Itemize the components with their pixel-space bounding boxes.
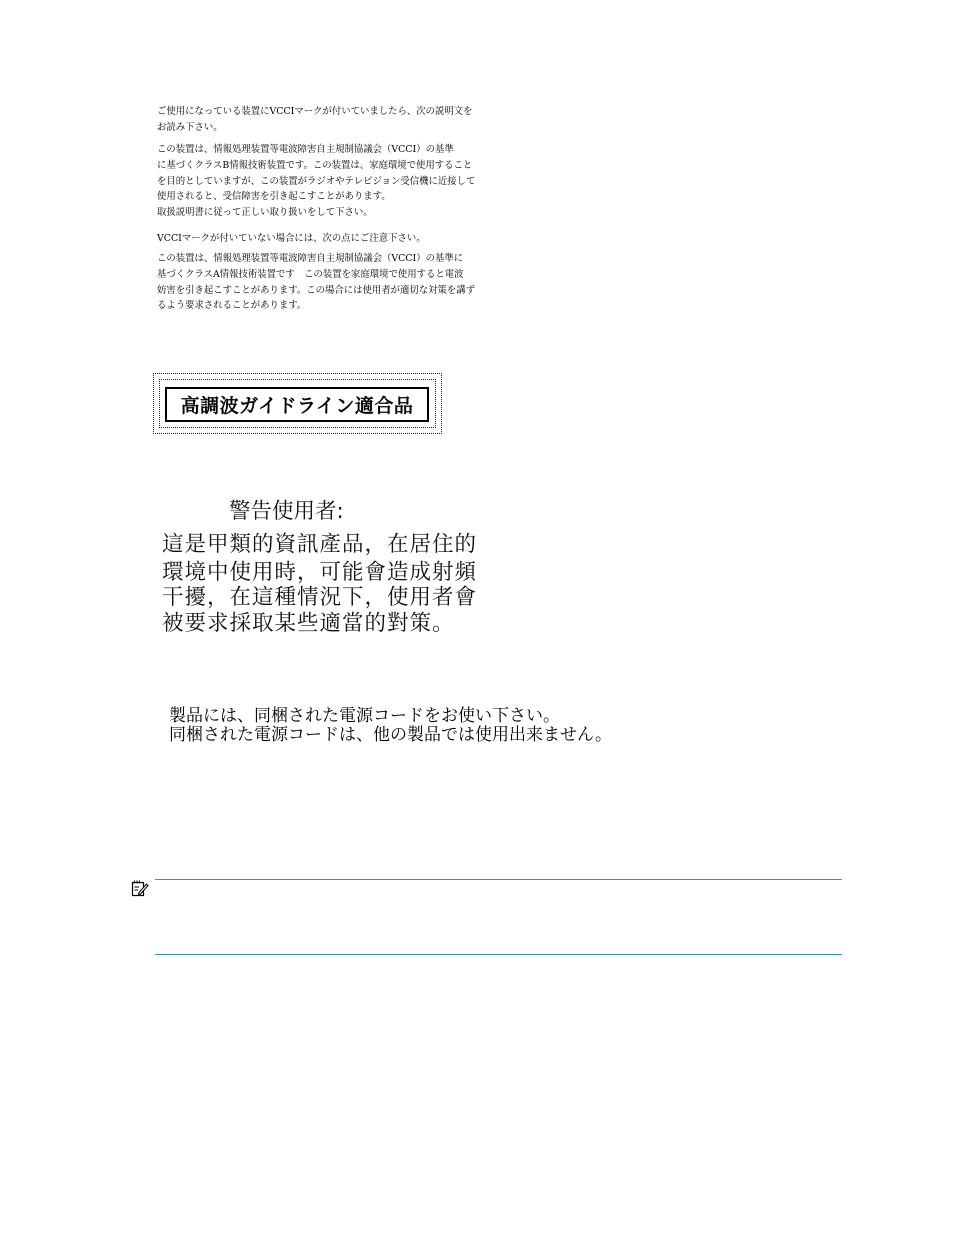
- text-line: 妨害を引き起こすことがあります。この場合には使用者が適切な対策を講ず: [157, 284, 476, 296]
- text-line: この装置は、情報処理装置等電波障害自主規制協議会（VCCI）の基準に: [157, 253, 464, 264]
- text-line: を目的としていますが、この装置がラジオやテレビジョン受信機に近接して: [157, 175, 476, 187]
- bsmi-warning-line: 環境中使用時，可能會造成射頻: [162, 560, 478, 585]
- text-line: VCCIマークが付いていない場合には、次の点にご注意下さい。: [157, 233, 426, 244]
- note-bottom-rule: [155, 954, 842, 955]
- vcci-class-a-intro: [157, 231, 426, 247]
- text-line: るよう要求されることがあります。: [157, 300, 307, 312]
- note-pencil-icon: [131, 879, 149, 897]
- vcci-class-a-body: [157, 251, 475, 314]
- bsmi-warning-line: 這是甲類的資訊產品，在居住的: [162, 532, 478, 557]
- text-line: ご使用になっている装置にVCCIマークが付いていましたら、次の説明文を: [157, 106, 473, 117]
- text-line: お読み下さい。: [157, 121, 223, 133]
- harmonics-guideline-label: 高調波ガイドライン適合品: [165, 387, 429, 422]
- power-cord-notice-line: 同梱された電源コードは、他の製品では使用出来ません。: [169, 725, 613, 745]
- power-cord-notice-line: 製品には、同梱された電源コードをお使い下さい。: [169, 706, 560, 726]
- bsmi-warning-line: 干擾，在這種情況下，使用者會: [162, 585, 478, 610]
- text-line: 取扱説明書に従って正しい取り扱いをして下さい。: [157, 207, 373, 219]
- text-line: に基づくクラスB情報技術装置です。この装置は、家庭環境で使用すること: [157, 159, 473, 171]
- vcci-class-b-intro: [157, 104, 472, 136]
- bsmi-warning-heading: 警告使用者:: [229, 499, 344, 524]
- vcci-class-b-body: [157, 142, 475, 221]
- text-line: 使用されると、受信障害を引き起こすことがあります。: [157, 191, 391, 203]
- note-top-rule: [155, 879, 842, 880]
- bsmi-warning-line: 被要求採取某些適當的對策。: [162, 611, 455, 636]
- text-line: この装置は、情報処理装置等電波障害自主規制協議会（VCCI）の基準: [157, 144, 454, 155]
- text-line: 基づくクラスA情報技術装置です この装置を家庭環境で使用すると電波: [157, 268, 464, 280]
